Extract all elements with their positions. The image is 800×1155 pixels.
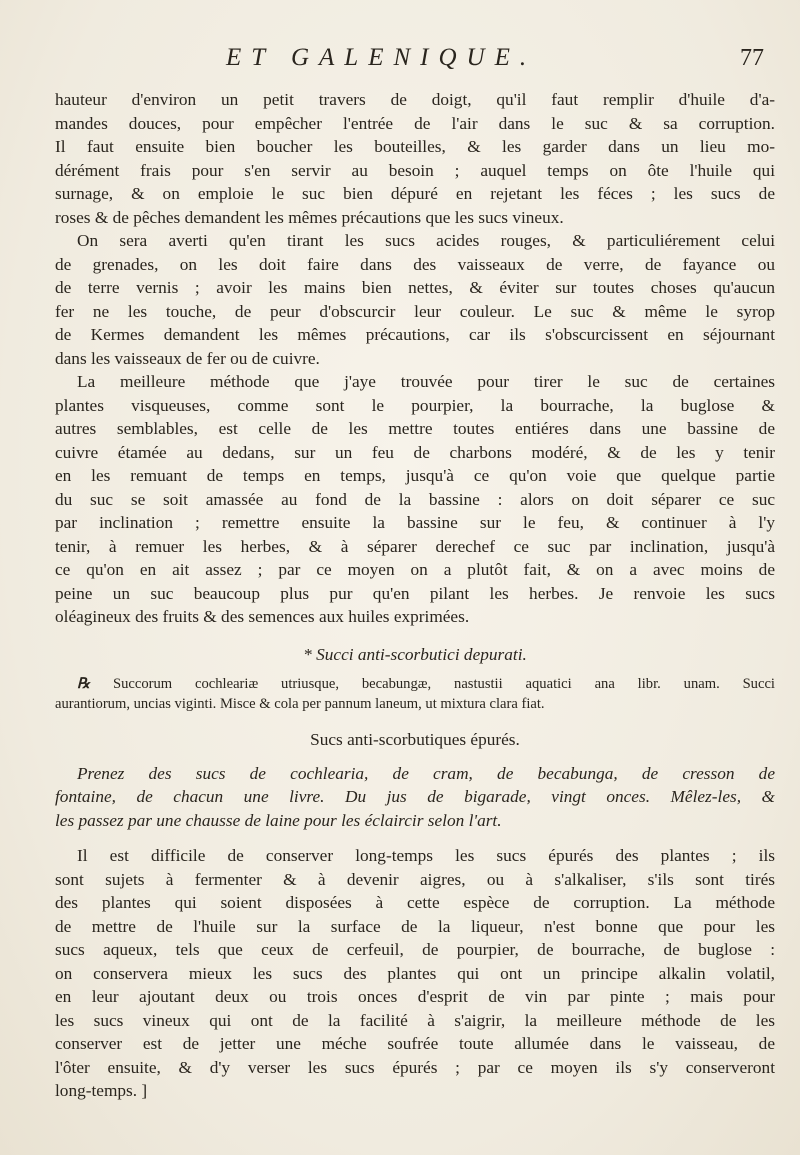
text-line: de terre vernis ; avoir les mains bien nettes, & éviter sur toutes choses qu'aucun xyxy=(55,278,775,297)
text-line: de Kermes demandent les mêmes précautions, car ils s'obscurcissent en séjournant xyxy=(55,325,775,344)
text-line: cuivre étamée au dedans, sur un feu de charbons modéré, & de les y tenir xyxy=(55,442,775,462)
text-line: hauteur d'environ un petit travers de doigt, qu'il faut remplir d'huile d'a- xyxy=(55,90,775,109)
body-text xyxy=(55,88,775,1103)
latin-line xyxy=(55,674,775,694)
text-line: on conservera mieux les sucs des plantes qui ont un principe alkalin volatil, xyxy=(55,963,775,983)
text-line: autres semblables, est celle de les mettre toutes entiéres dans une bassine de xyxy=(55,419,775,438)
text-line: peine un suc beaucoup plus pur qu'en pilant les herbes. Je renvoie les sucs xyxy=(55,583,775,603)
text-line: Il est difficile de conserver long-temps les sucs épurés des plantes ; ils xyxy=(77,846,775,865)
text-line: des plantes qui soient disposées à cette espèce de corruption. La méthode xyxy=(55,893,775,912)
latin-text: Succorum cochleariæ utriusque, becabungæ, nastustii aquatici ana libr. unam. Succi xyxy=(112,676,775,692)
paragraph-3 xyxy=(55,370,775,629)
recipe-line: fontaine, de chacun une livre. Du jus de bigarade, vingt onces. Mêlez-les, & xyxy=(55,787,775,806)
text-line: Il faut ensuite bien boucher les bouteilles, & les garder dans un lieu mo- xyxy=(55,137,775,156)
text-line: en leur ajoutant deux ou trois onces d'esprit de vin par pinte ; mais pour xyxy=(55,987,775,1006)
paragraph-1 xyxy=(55,88,775,229)
text-line: du suc se soit amassée au fond de la bassine : alors on doit séparer ce suc xyxy=(55,489,775,509)
recipe-line: Prenez des sucs de cochlearia, de cram, de becabunga, de cresson de xyxy=(77,763,775,783)
text-line: sont sujets à fermenter & à devenir aigres, ou à s'alkaliser, s'ils sont tirés xyxy=(55,869,775,889)
text-line: oléagineux des fruits & des semences aux huiles exprimées. xyxy=(55,607,470,626)
text-line: par inclination ; remettre ensuite la bassine sur le feu, & continuer à l'y xyxy=(55,513,775,532)
text-line: La meilleure méthode que j'aye trouvée pour tirer le suc de certaines xyxy=(77,372,775,391)
text-line: ce qu'on en ait assez ; par ce moyen on a plutôt fait, & on a avec moins de xyxy=(55,560,775,579)
text-line: roses & de pêches demandent les mêmes précautions que les sucs vineux. xyxy=(55,207,564,227)
page-number: 77 xyxy=(740,45,764,71)
latin-recipe xyxy=(55,674,775,714)
text-line: On sera averti qu'en tirant les sucs acides rouges, & particuliérement celui xyxy=(77,231,775,250)
text-line: l'ôter ensuite, & d'y verser les sucs épurés ; par ce moyen ils s'y conserveront xyxy=(55,1057,775,1077)
recipe-line: les passez par une chausse de laine pour les éclaircir selon l'art. xyxy=(55,810,502,830)
text-line: mandes douces, pour empêcher l'entrée de l'air dans le suc & sa corruption. xyxy=(55,113,775,133)
text-line: sucs aqueux, tels que ceux de cerfeuil, de pourpier, de bourrache, de buglose : xyxy=(55,940,775,959)
text-line: plantes visqueuses, comme sont le pourpier, la bourrache, la buglose & xyxy=(55,395,775,415)
page-header xyxy=(0,44,800,84)
running-head: ET GALENIQUE. xyxy=(226,44,537,71)
paragraph-4 xyxy=(55,844,775,1103)
recipe-subtitle: Sucs anti-scorbutiques épurés. xyxy=(310,730,520,749)
text-line: de mettre de l'huile sur la surface de la liqueur, n'est bonne que pour les xyxy=(55,916,775,936)
text-line: surnage, & on emploie le suc bien dépuré en rejetant les féces ; les sucs de xyxy=(55,184,775,203)
text-line: fer ne les touche, de peur d'obscurcir leur couleur. Le suc & même le syrop xyxy=(55,301,775,321)
text-line: dérément frais pour s'en servir au besoin ; auquel temps on ôte l'huile qui xyxy=(55,160,775,180)
french-recipe xyxy=(55,762,775,833)
spacer xyxy=(55,832,775,844)
text-line: en les remuant de temps en temps, jusqu'à ce qu'on voie que quelque partie xyxy=(55,466,775,485)
text-line: conserver est de jetter une méche soufrée toute allumée dans le vaisseau, de xyxy=(55,1034,775,1053)
text-line: les sucs vineux qui ont de la facilité à s'aigrir, la meilleure méthode de les xyxy=(55,1010,775,1030)
text-line: long-temps. ] xyxy=(55,1081,148,1100)
text-line: dans les vaisseaux de fer ou de cuivre. xyxy=(55,348,320,368)
recipe-symbol: ℞ xyxy=(77,676,91,692)
text-line: de grenades, on les doit faire dans des vaisseaux de verre, de fayance ou xyxy=(55,254,775,274)
paragraph-2 xyxy=(55,229,775,370)
latin-line: aurantiorum, uncias viginti. Misce & cola per pannum laneum, ut mixtura clara fiat. xyxy=(55,696,545,712)
text-line: tenir, à remuer les herbes, & à séparer derechef ce suc par inclination, jusqu'à xyxy=(55,536,775,556)
recipe-title: * Succi anti-scorbutici depurati. xyxy=(303,644,527,664)
